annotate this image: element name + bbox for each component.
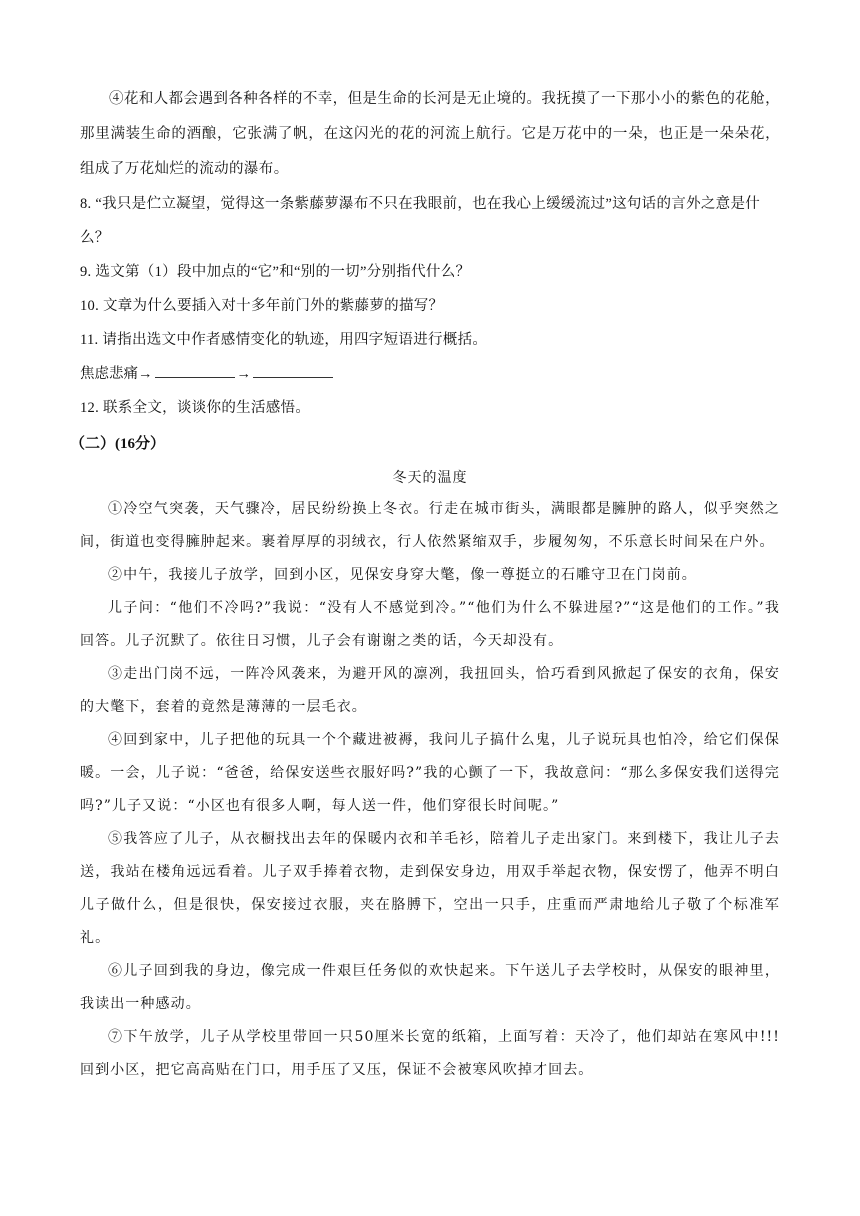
passage1-paragraph-4: ④花和人都会遇到各种各样的不幸，但是生命的长河是无止境的。我抚摸了一下那小小的紫色的花舱，那里满装生命的酒酿，它张满了帆，在这闪光的花的河流上航行。它是万花中的一朵，也正是一朵朵花，组成了万花灿烂的流动的瀑布。 bbox=[80, 91, 780, 177]
article-paragraph-7: ⑦下午放学，儿子从学校里带回一只50厘米长宽的纸箱，上面写着：天冷了，他们却站在寒风中!!!回到小区，把它高高贴在门口，用手压了又压，保证不会被寒风吹掉才回去。 bbox=[80, 1029, 780, 1078]
answer-blank-1[interactable] bbox=[155, 363, 235, 378]
question-11: 11. 请指出选文中作者感情变化的轨迹，用四字短语进行概括。 bbox=[80, 332, 488, 348]
question-11-answer-row bbox=[80, 357, 780, 391]
article-paragraph-2: ②中午，我接儿子放学，回到小区，见保安身穿大氅，像一尊挺立的石雕守卫在门岗前。 bbox=[108, 567, 697, 583]
question-8: 8. “我只是伫立凝望，觉得这一条紫藤萝瀑布不只在我眼前，也在我心上缓缓流过”这句话的言外之意是什么？ bbox=[80, 196, 761, 246]
article-title: 冬天的温度 bbox=[392, 470, 468, 486]
article-paragraph-dialogue: 儿子问：“他们不冷吗?”我说：“没有人不感觉到冷。”“他们为什么不躲进屋?”“这是他们的工作。”我回答。儿子沉默了。依往日习惯，儿子会有谢谢之类的话，今天却没有。 bbox=[80, 600, 780, 649]
question-12: 12. 联系全文，谈谈你的生活感悟。 bbox=[80, 400, 311, 416]
answer-start-text: 焦虑悲痛→ bbox=[80, 366, 153, 382]
answer-blank-2[interactable] bbox=[253, 363, 333, 378]
article-paragraph-5: ⑤我答应了儿子，从衣橱找出去年的保暖内衣和羊毛衫，陪着儿子走出家门。来到楼下，我让儿子去送，我站在楼角远远看着。儿子双手捧着衣物，走到保安身边，用双手举起衣物，保安愣了，他弄不明白儿子做什么，但是很快，保安接过衣服，夹在胳膊下，空出一只手，庄重而严肃地给儿子敬了个标准军礼。 bbox=[80, 831, 780, 946]
question-10: 10. 文章为什么要插入对十多年前门外的紫藤萝的描写？ bbox=[80, 298, 444, 314]
article-paragraph-6: ⑥儿子回到我的身边，像完成一件艰巨任务似的欢快起来。下午送儿子去学校时，从保安的眼神里，我读出一种感动。 bbox=[80, 963, 780, 1012]
document-content bbox=[70, 82, 780, 1087]
article-paragraph-1: ①冷空气突袭，天气骤冷，居民纷纷换上冬衣。行走在城市街头，满眼都是臃肿的路人，似乎突然之间，街道也变得臃肿起来。裹着厚厚的羽绒衣，行人依然紧缩双手，步履匆匆，不乐意长时间呆在户外。 bbox=[80, 501, 780, 550]
question-9: 9. 选文第（1）段中加点的“它”和“别的一切”分别指代什么？ bbox=[80, 264, 471, 280]
answer-arrow: → bbox=[236, 366, 251, 382]
article-paragraph-4: ④回到家中，儿子把他的玩具一个个藏进被褥，我问儿子搞什么鬼，儿子说玩具也怕冷，给它们保保暖。一会，儿子说：“爸爸，给保安送些衣服好吗?”我的心颤了一下，我故意问：“那么多保安我们送得完吗?”儿子又说：“小区也有很多人啊，每人送一件，他们穿很长时间呢。” bbox=[80, 732, 780, 814]
section-2-heading: （二）(16分） bbox=[70, 436, 165, 452]
article-paragraph-3: ③走出门岗不远，一阵冷风袭来，为避开风的凛冽，我扭回头，恰巧看到风掀起了保安的衣角，保安的大氅下，套着的竟然是薄薄的一层毛衣。 bbox=[80, 666, 780, 715]
